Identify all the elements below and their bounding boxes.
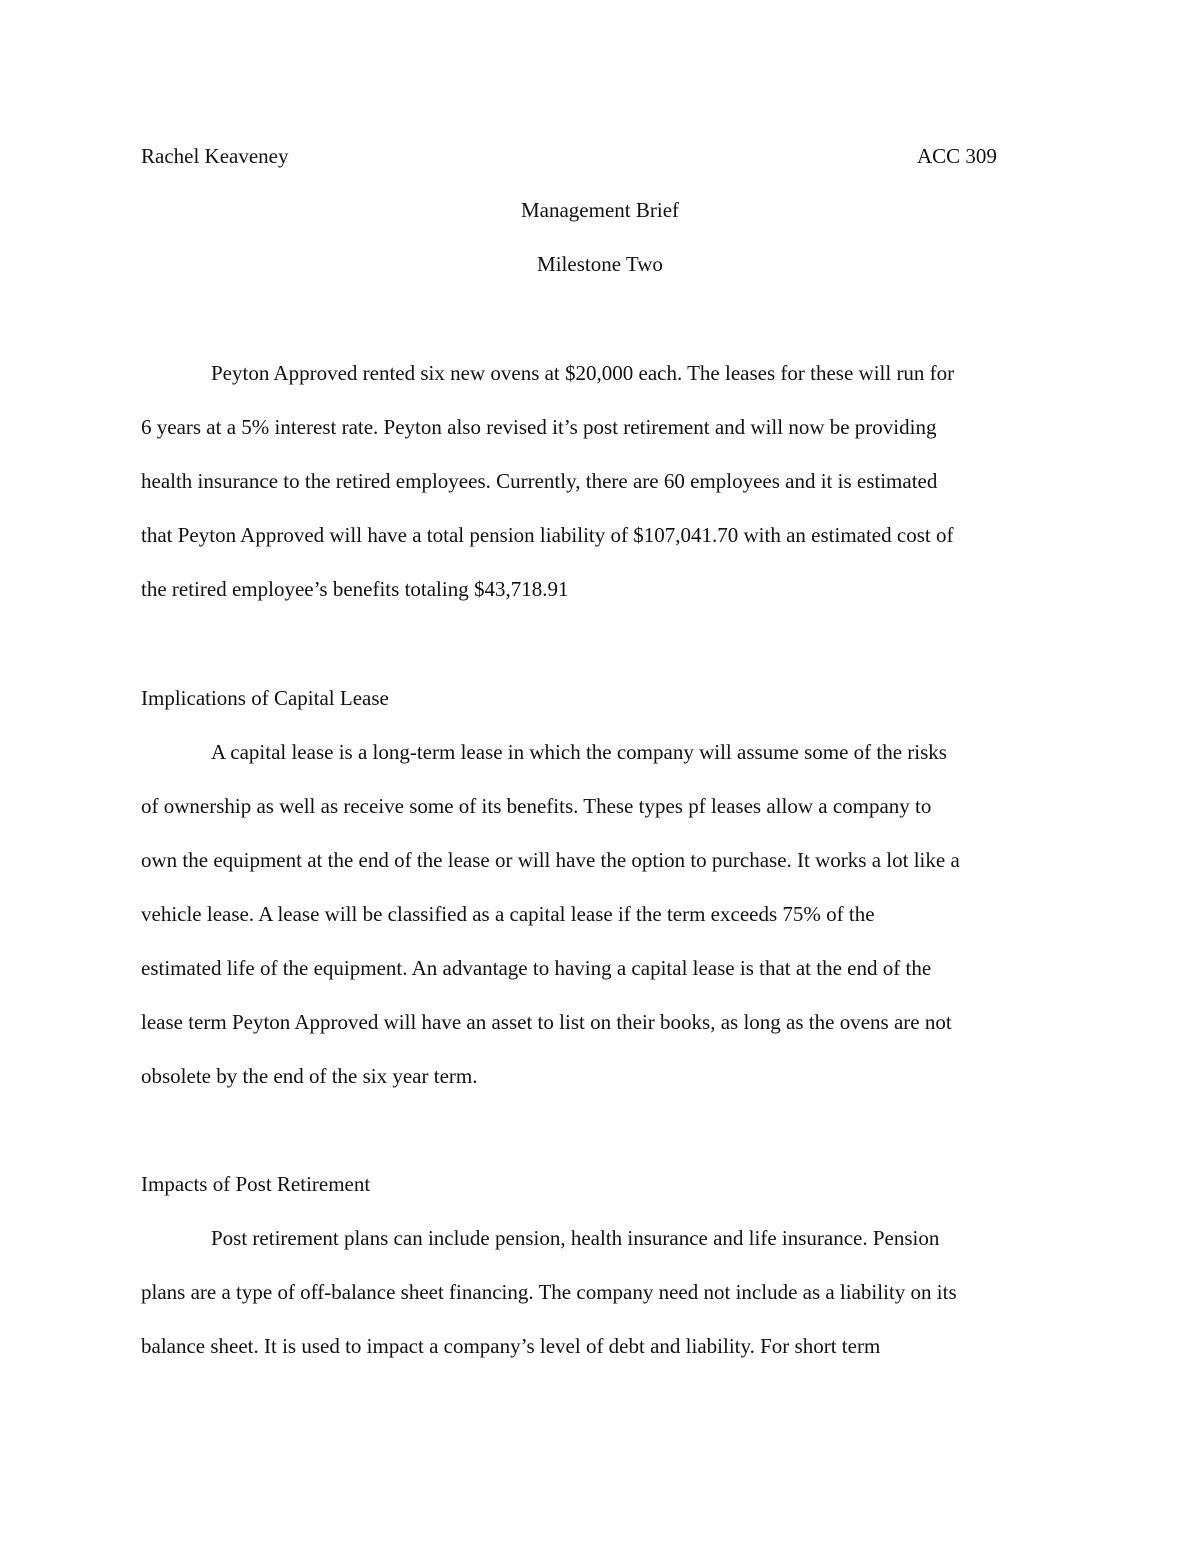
- paragraph-line: estimated life of the equipment. An advantage to having a capital lease is that at the end of the: [141, 956, 932, 980]
- section-heading-post-retirement: Impacts of Post Retirement: [141, 1172, 371, 1196]
- paragraph-line: vehicle lease. A lease will be classified as a capital lease if the term exceeds 75% of the: [141, 902, 875, 926]
- paragraph-line: of ownership as well as receive some of its benefits. These types pf leases allow a company to: [141, 794, 932, 818]
- section-heading-capital-lease: Implications of Capital Lease: [141, 686, 389, 710]
- paragraph-line: plans are a type of off-balance sheet financing. The company need not include as a liability on its: [141, 1280, 957, 1304]
- document-subtitle: Milestone Two: [537, 252, 663, 276]
- paragraph-line: health insurance to the retired employees. Currently, there are 60 employees and it is estimated: [141, 469, 938, 493]
- paragraph-line: that Peyton Approved will have a total pension liability of $107,041.70 with an estimated cost of: [141, 523, 954, 547]
- paragraph-line: lease term Peyton Approved will have an asset to list on their books, as long as the ovens are not: [141, 1010, 952, 1034]
- paragraph-line: balance sheet. It is used to impact a company’s level of debt and liability. For short term: [141, 1334, 881, 1358]
- paragraph-line: 6 years at a 5% interest rate. Peyton also revised it’s post retirement and will now be providing: [141, 415, 937, 439]
- paragraph-line: A capital lease is a long-term lease in which the company will assume some of the risks: [211, 740, 947, 764]
- course-code: ACC 309: [917, 144, 997, 168]
- paragraph-line: obsolete by the end of the six year term.: [141, 1064, 478, 1088]
- document-title: Management Brief: [520, 198, 680, 222]
- paragraph-line: the retired employee’s benefits totaling $43,718.91: [141, 577, 569, 601]
- author-name: Rachel Keaveney: [141, 144, 289, 168]
- paragraph-line: own the equipment at the end of the lease or will have the option to purchase. It works a lot like a: [141, 848, 960, 872]
- paragraph-line: Peyton Approved rented six new ovens at $20,000 each. The leases for these will run for: [211, 361, 955, 385]
- paragraph-line: Post retirement plans can include pension, health insurance and life insurance. Pension: [211, 1226, 940, 1250]
